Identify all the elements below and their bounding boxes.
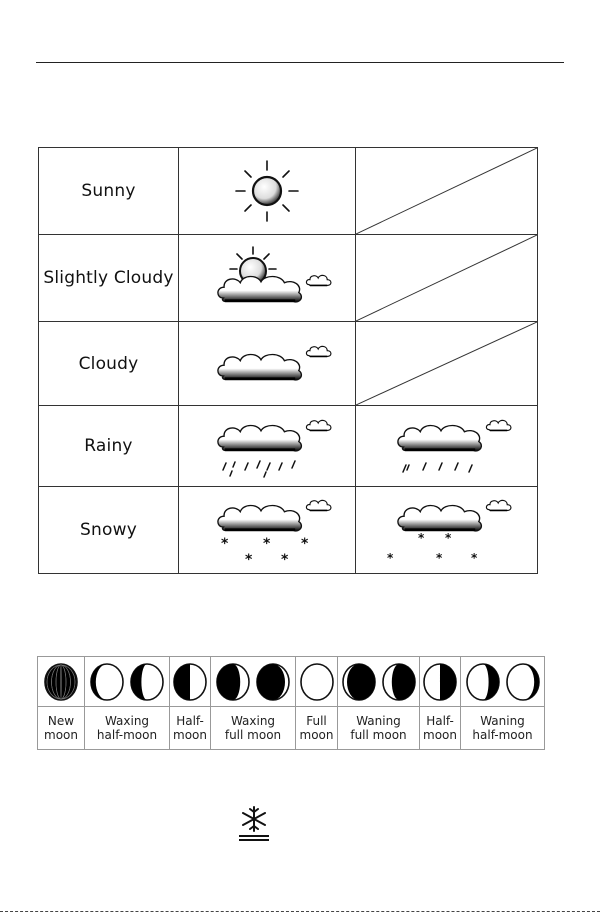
moon-phase-label: Waning full moon (338, 707, 420, 750)
weather-label: Rainy (39, 406, 179, 487)
moon-phase-label: Waning half-moon (461, 707, 545, 750)
rain-cloud-icon (377, 412, 517, 480)
weather-label: Slightly Cloudy (39, 235, 179, 322)
moon-phase-label: Waxing full moon (211, 707, 296, 750)
svg-text:*: * (301, 536, 309, 552)
table-row (39, 487, 538, 574)
waning-crescent-dark-icon (505, 662, 541, 702)
svg-text:*: * (245, 552, 253, 566)
no-alternate-icon (356, 322, 538, 406)
svg-text:*: * (470, 551, 477, 565)
svg-text:*: * (281, 552, 289, 566)
moon-label-row (38, 707, 545, 750)
svg-text:*: * (263, 536, 271, 552)
moon-phase-label: New moon (38, 707, 85, 750)
weather-icon-table (38, 147, 538, 574)
snowflake-icon (237, 804, 271, 844)
waning-gibbous-light-icon (341, 662, 377, 702)
table-row (39, 148, 538, 235)
sun-icon (232, 159, 302, 223)
waxing-crescent-icon (129, 662, 165, 702)
full-moon-icon (299, 662, 335, 702)
svg-text:*: * (444, 531, 451, 545)
weather-label: Snowy (39, 487, 179, 574)
moon-phase-label: Half- moon (420, 707, 461, 750)
waxing-gibbous-light-icon (255, 662, 291, 702)
weather-label: Cloudy (39, 322, 179, 406)
waxing-crescent-dark-icon (89, 662, 125, 702)
table-row (39, 235, 538, 322)
sun-behind-cloud-icon (197, 243, 337, 313)
top-rule (36, 62, 564, 63)
moon-phase-label: Half- moon (170, 707, 211, 750)
waning-gibbous-icon (381, 662, 417, 702)
no-alternate-icon (356, 235, 538, 322)
cloud-icon (197, 339, 337, 389)
moon-icon-row (38, 657, 545, 707)
table-row (39, 406, 538, 487)
svg-text:*: * (221, 536, 229, 552)
waning-crescent-icon (465, 662, 501, 702)
new-moon-icon (43, 662, 79, 702)
rain-cloud-icon (197, 412, 337, 480)
table-row (39, 322, 538, 406)
svg-text:*: * (435, 551, 442, 565)
waxing-gibbous-icon (215, 662, 251, 702)
moon-phase-label: Full moon (296, 707, 338, 750)
weather-label: Sunny (39, 148, 179, 235)
last-quarter-icon (422, 662, 458, 702)
first-quarter-icon (172, 662, 208, 702)
moon-phase-label: Waxing half-moon (85, 707, 170, 750)
snow-cloud-icon (197, 494, 337, 566)
snow-cloud-icon (377, 494, 517, 566)
page-bottom-edge (0, 911, 600, 912)
svg-text:*: * (386, 551, 393, 565)
moon-phase-table (37, 656, 545, 750)
no-alternate-icon (356, 148, 538, 235)
svg-text:*: * (417, 531, 424, 545)
